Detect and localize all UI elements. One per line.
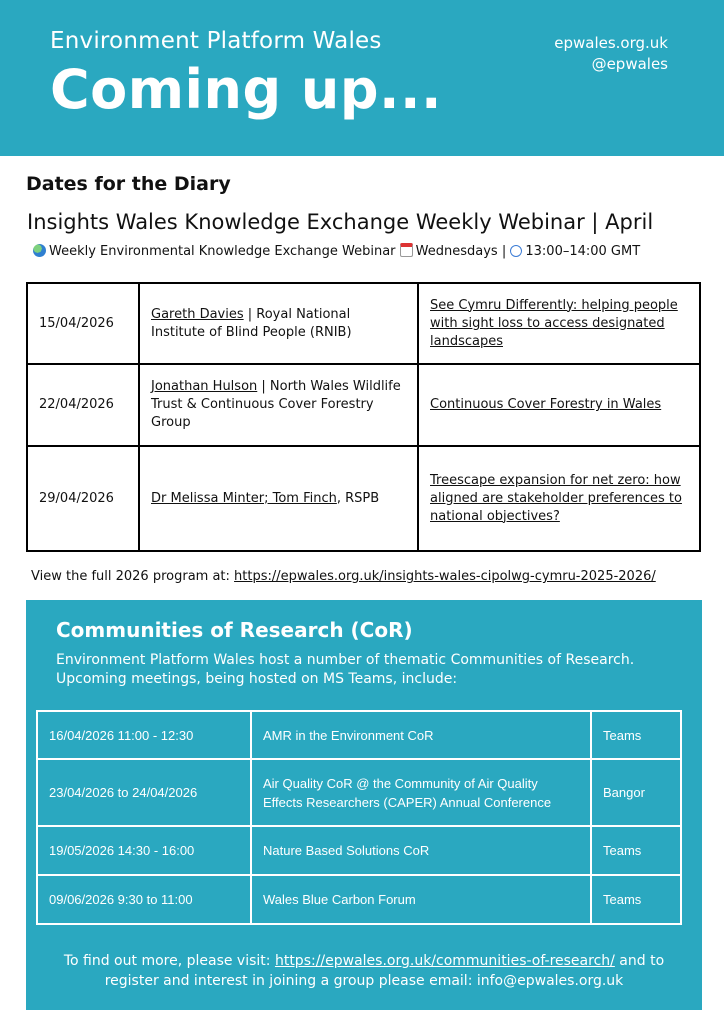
table-row [27, 364, 700, 446]
talk-link[interactable]: See Cymru Differently: helping people with sight loss to access designated landscapes [430, 297, 678, 349]
talk-link[interactable]: Treescape expansion for net zero: how aligned are stakeholder preferences to national objectives? [430, 472, 682, 524]
table-row [27, 446, 700, 551]
speaker-affiliation: , RSPB [336, 490, 380, 506]
webinar-date: 15/04/2026 [27, 283, 139, 364]
speaker-affiliation: | Royal National Institute of Blind People (RNIB) [151, 306, 352, 340]
cor-title: Wales Blue Carbon Forum [251, 875, 591, 924]
speaker-link[interactable]: Gareth Davies [151, 306, 244, 322]
social-handle[interactable]: @epwales [591, 55, 668, 73]
globe-icon [33, 244, 46, 257]
cor-panel [26, 600, 702, 1010]
cor-title: Air Quality CoR @ the Community of Air Quality Effects Researchers (CAPER) Annual Conference [251, 759, 591, 826]
meta-webinar: Weekly Environmental Knowledge Exchange Webinar [49, 244, 396, 259]
speaker-cell [139, 283, 418, 364]
meta-day: Wednesdays | [415, 244, 507, 259]
footer-post: and to register and interest in joining a group please email: info@epwales.org.uk [104, 953, 665, 989]
program-link[interactable]: https://epwales.org.uk/insights-wales-cipolwg-cymru-2025-2026/ [234, 569, 656, 584]
cor-venue: Bangor [591, 759, 681, 826]
cor-venue: Teams [591, 875, 681, 924]
talk-link[interactable]: Continuous Cover Forestry in Wales [430, 397, 662, 412]
cor-footer [46, 951, 682, 991]
view-label: View the full 2026 program at: [31, 569, 235, 584]
cor-heading: Communities of Research (CoR) [56, 618, 413, 642]
table-row [37, 875, 681, 924]
talk-cell [418, 283, 700, 364]
org-name: Environment Platform Wales [50, 28, 382, 54]
webinar-series-title: Insights Wales Knowledge Exchange Weekly Webinar | April [27, 210, 654, 234]
cor-date: 09/06/2026 9:30 to 11:00 [37, 875, 251, 924]
cor-table [36, 710, 682, 925]
clock-icon [510, 245, 522, 257]
talk-cell [418, 364, 700, 446]
webinar-table [26, 282, 701, 552]
full-program-line [31, 569, 656, 584]
speaker-cell [139, 364, 418, 446]
cor-venue: Teams [591, 826, 681, 875]
speaker-affiliation: | North Wales Wildlife Trust & Continuous Cover Forestry Group [151, 379, 401, 430]
diary-heading: Dates for the Diary [26, 173, 231, 195]
header-banner [0, 0, 724, 156]
contact-block [554, 33, 668, 75]
meta-time: 13:00–14:00 GMT [525, 244, 641, 259]
table-row [37, 759, 681, 826]
webinar-date: 22/04/2026 [27, 364, 139, 446]
cor-title: Nature Based Solutions CoR [251, 826, 591, 875]
talk-cell [418, 446, 700, 551]
cor-link[interactable]: https://epwales.org.uk/communities-of-research/ [274, 953, 615, 969]
page-title: Coming up... [50, 58, 443, 121]
speaker-cell [139, 446, 418, 551]
cor-intro: Environment Platform Wales host a number of thematic Communities of Research. Upcoming meetings, being hosted on MS Teams, include: [56, 652, 635, 687]
cor-title: AMR in the Environment CoR [251, 711, 591, 759]
calendar-icon [400, 243, 413, 257]
cor-date: 23/04/2026 to 24/04/2026 [37, 759, 251, 826]
cor-venue: Teams [591, 711, 681, 759]
footer-pre: To find out more, please visit: [63, 953, 275, 969]
website-link[interactable]: epwales.org.uk [554, 34, 668, 52]
speaker-link[interactable]: Jonathan Hulson [151, 379, 258, 394]
table-row [27, 283, 700, 364]
cor-date: 19/05/2026 14:30 - 16:00 [37, 826, 251, 875]
webinar-meta [33, 243, 640, 259]
speaker-link[interactable]: Dr Melissa Minter; Tom Finch [151, 490, 337, 506]
webinar-date: 29/04/2026 [27, 446, 139, 551]
cor-date: 16/04/2026 11:00 - 12:30 [37, 711, 251, 759]
table-row [37, 826, 681, 875]
table-row [37, 711, 681, 759]
